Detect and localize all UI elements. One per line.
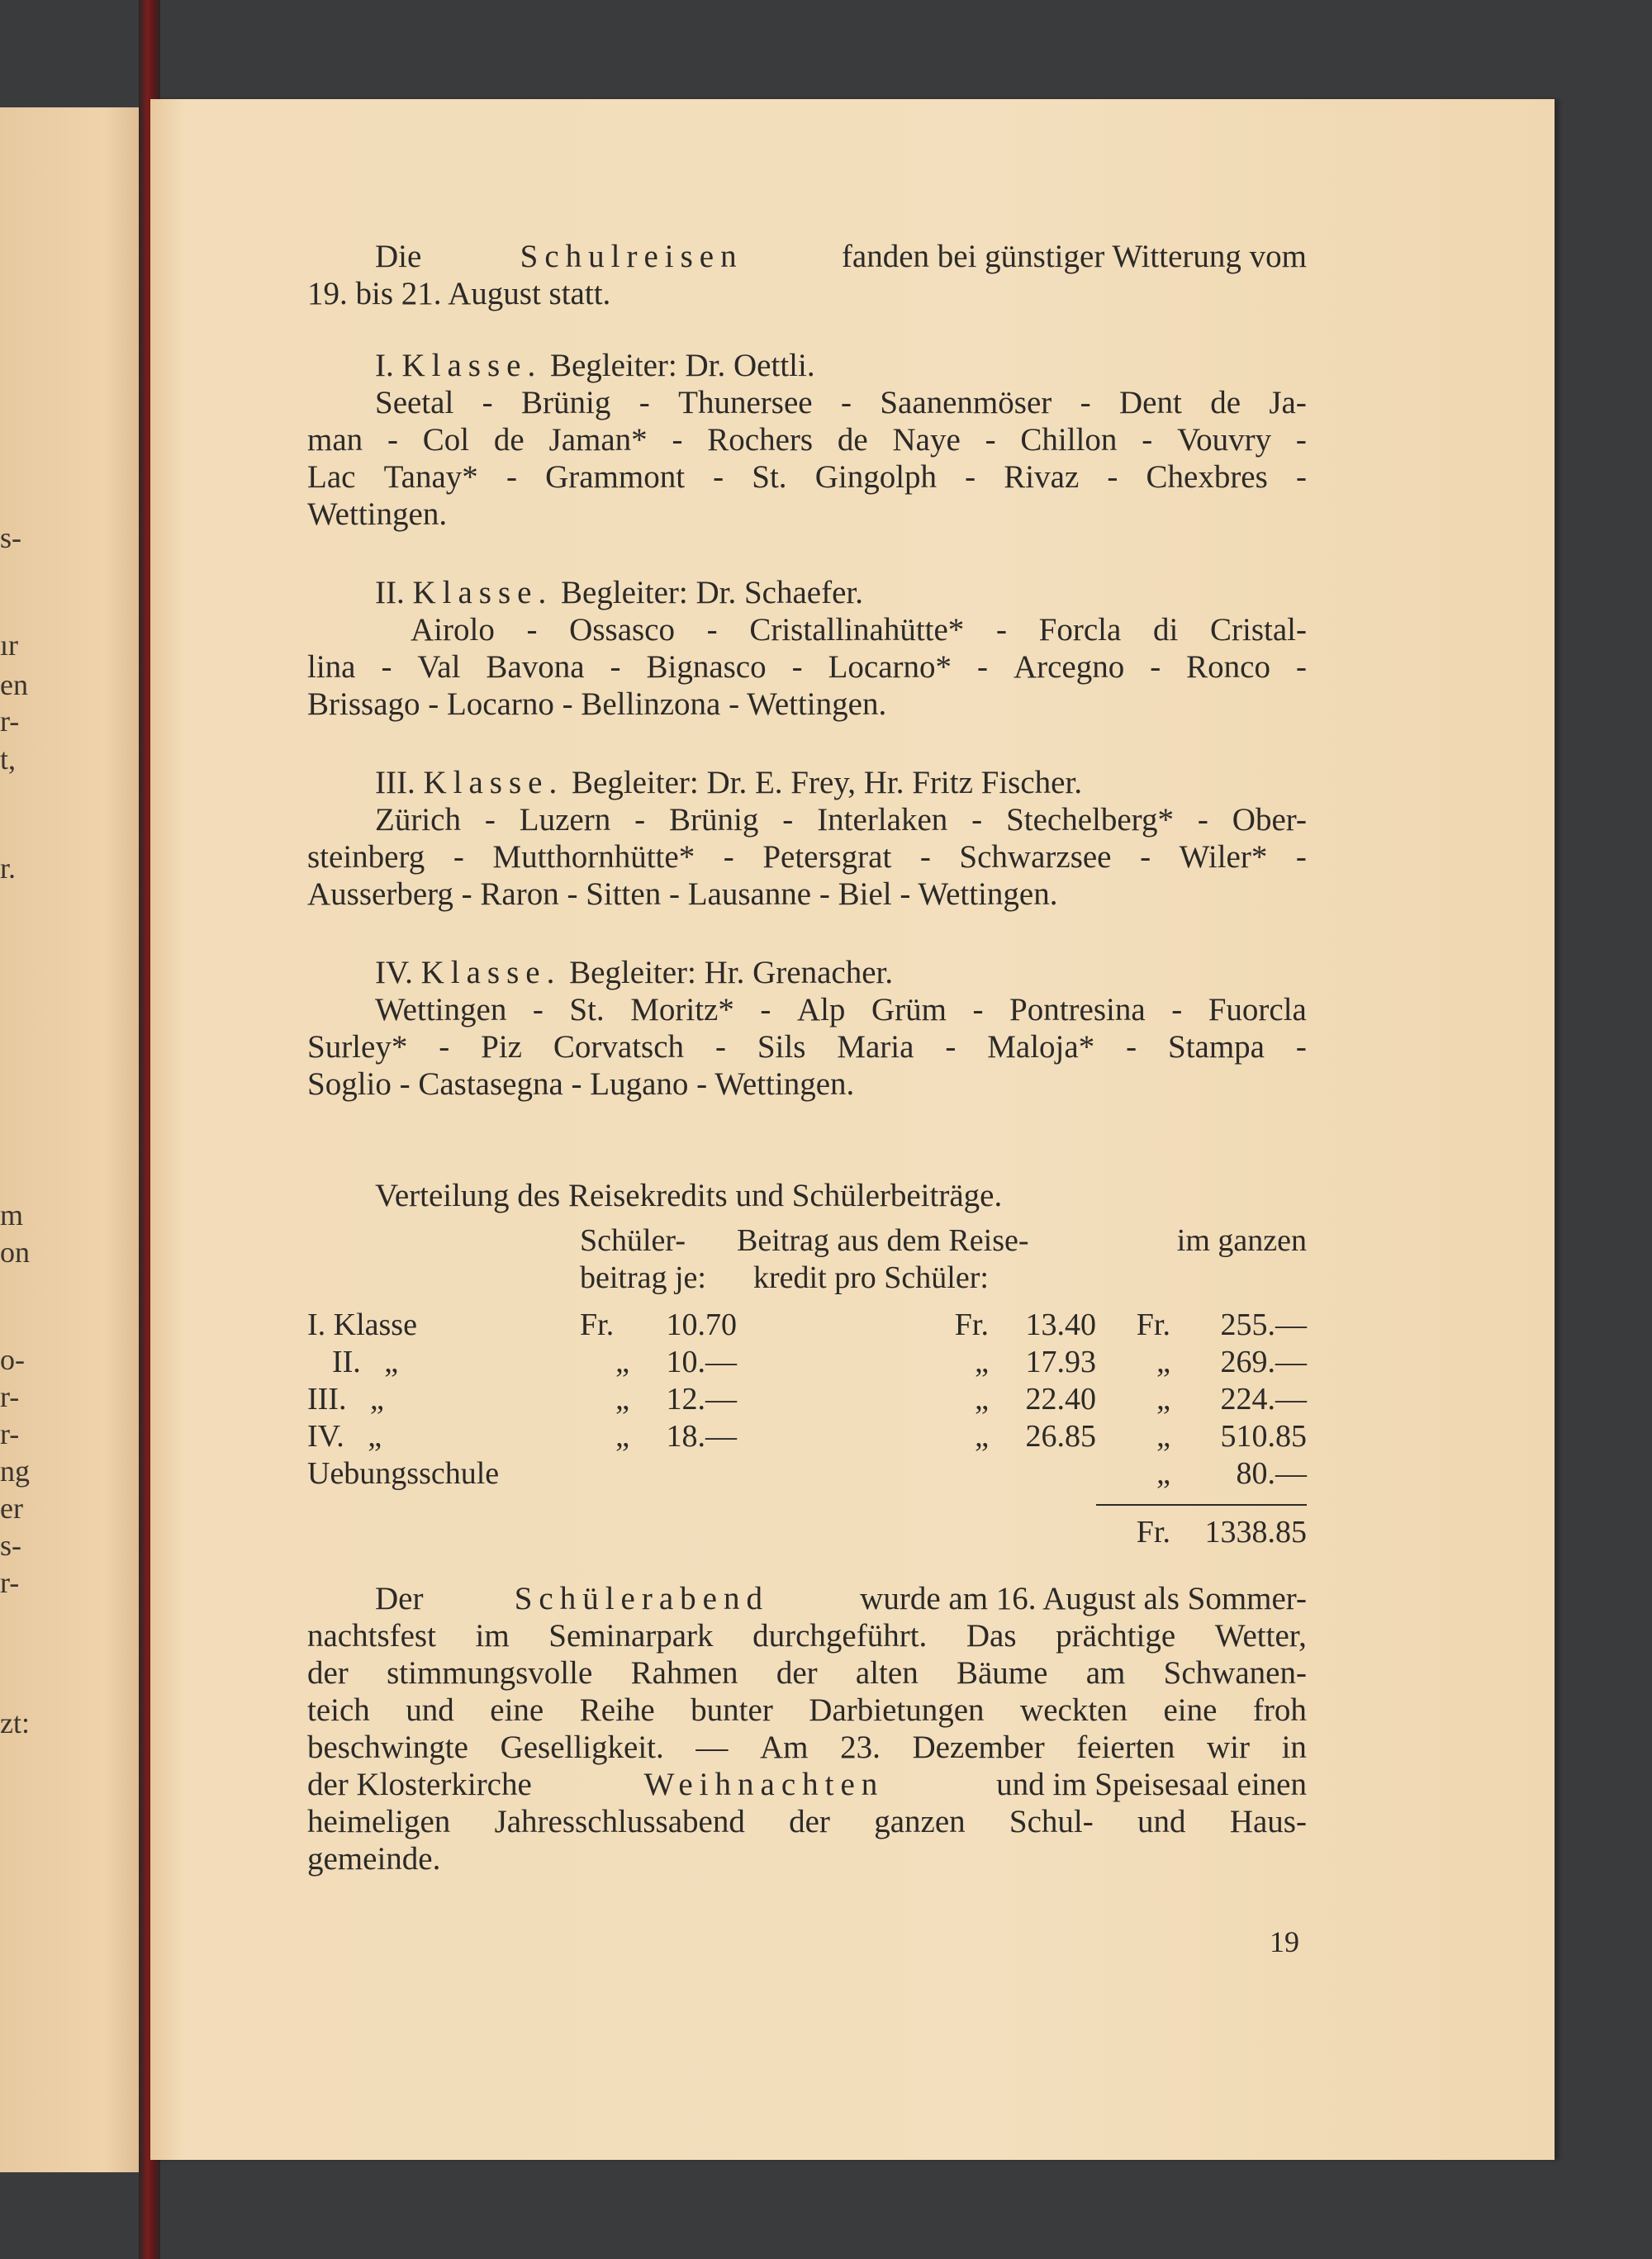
route-line-word: Maloja* [987,1029,1095,1065]
left-fragment: s- [0,1529,21,1562]
closing-line-word: durchgeführt. [752,1618,928,1654]
route-line-word: de [1210,385,1241,420]
intro-rest: fanden bei günstiger Witterung vom [841,239,1307,274]
route-line-word: di [1152,612,1179,648]
route-line-word: Wettingen [375,992,507,1027]
row-label: II. „ [332,1345,399,1379]
left-fragment: t, [0,743,17,776]
route-line-word: - [1150,649,1161,685]
route-line-word: man [307,422,363,458]
route-line-word: - [1197,802,1208,838]
route-line-word: Bavona [486,649,585,685]
route-line-word: Stampa [1168,1029,1265,1065]
row-currency: „ [1156,1419,1170,1454]
route-line-word: - [634,802,646,838]
header-col3-a: im ganzen [1176,1223,1307,1258]
table-header-row [307,1260,1307,1297]
left-fragment: zt: [0,1706,30,1739]
row-currency: „ [975,1382,989,1417]
header-col2-a: Beitrag aus dem Reise- [737,1223,1029,1258]
route-line-word: Brünig [521,385,611,420]
route-line-word: Zürich [375,802,461,838]
row-label: I. Klasse [307,1307,417,1342]
closing-line-word: prächtige [1056,1618,1176,1654]
closing-line-word: weckten [1020,1692,1127,1728]
page-number: 19 [1270,1925,1299,1958]
route-line-word: Thunersee [678,385,813,420]
class-label: I. [375,348,394,383]
route-line-word: lina [307,649,356,685]
row-total: 80.— [1236,1456,1307,1491]
closing-line-word: Jahresschlussabend [494,1804,745,1839]
route-line-word: - [1295,459,1307,495]
left-fragment: r- [0,1380,20,1413]
route-line-word: Schwarzsee [959,839,1112,875]
credit-table [307,1222,1307,1551]
closing-line-word: nachtsfest [307,1618,436,1654]
route-line-word: Grüm [871,992,947,1027]
row-total: 269.— [1220,1345,1307,1379]
route-line-word: Ja- [1269,385,1307,420]
route-line-word: Pontresina [1009,992,1146,1027]
route-line-word: - [1295,422,1307,458]
table-row [307,1307,1307,1344]
route-line-word: Brünig [669,802,759,838]
route-line-word: Fuorcla [1208,992,1307,1027]
route-line-word: Interlaken [817,802,948,838]
route-line-word: - [919,839,931,875]
closing-line: gemeinde. [307,1841,441,1877]
row-currency: „ [1156,1456,1170,1491]
row-currency: „ [615,1419,629,1454]
route-line-word: - [713,459,724,495]
closing-line-word: Wetter, [1214,1618,1307,1654]
row-beitrag: 10.70 [666,1307,737,1342]
closing-line-word: Haus- [1229,1804,1307,1839]
class-spaced: Klasse. [401,348,543,383]
table-row [307,1455,1307,1493]
route-line-word: Rivaz [1004,459,1080,495]
route-line-word: Piz [481,1029,522,1065]
route-line-word: Stechelberg* [1006,802,1174,838]
class-label: II. [375,575,405,610]
route-line-word: - [985,422,996,458]
route-line-word: Maria [837,1029,914,1065]
intro-lead: Die [375,239,422,274]
route-line-word: - [1295,1029,1307,1065]
row-currency: „ [1156,1382,1170,1417]
row-currency: „ [1156,1345,1170,1379]
route-line: Soglio - Castasegna - Lugano - Wettingen. [307,1066,855,1102]
closing-line-word: und [406,1692,454,1728]
route-line-word: - [945,1029,957,1065]
closing-line-word: Bäume [956,1655,1048,1691]
route-line-word: Wiler* [1179,839,1268,875]
route-line-word: Gingolph [814,459,938,495]
route-line-word: Chexbres [1146,459,1268,495]
route-line-word: Seetal [375,385,454,420]
route-line-word: - [1107,459,1118,495]
row-kredit: 26.85 [1025,1419,1096,1454]
class-escort: Begleiter: Dr. E. Frey, Hr. Fritz Fischer. [571,765,1083,800]
route-line-word: Mutthornhütte* [492,839,695,875]
left-fragment: o- [0,1343,25,1376]
class-escort: Begleiter: Hr. Grenacher. [569,955,894,990]
route-line-word: Ober- [1232,802,1307,838]
sum-currency: Fr. [1096,1505,1170,1551]
route-line-word: - [506,459,517,495]
route-line-word: - [760,992,771,1027]
row-beitrag: 12.— [666,1382,737,1417]
closing-line-word: heimeligen [307,1804,451,1839]
route-line-word: - [387,422,398,458]
route-line-word: - [532,992,544,1027]
route-line-word: - [840,385,852,420]
closing-line-word: beschwingte [307,1730,468,1765]
left-fragment: er [0,1492,23,1525]
route-line-word: Alp [796,992,846,1027]
route-line-word: Airolo [411,612,495,648]
row-kredit: 17.93 [1025,1345,1096,1379]
route-line-word: - [638,385,650,420]
left-fragment: ır [0,629,18,662]
row-beitrag: 10.— [666,1345,737,1379]
route-line-word: - [1295,649,1307,685]
route-line-word: de [493,422,525,458]
route-line-word: - [453,839,464,875]
closing-line-word: der [307,1655,349,1691]
closing-line-word: und [1137,1804,1186,1839]
closing-line-word: ganzen [874,1804,966,1839]
route-line-word: Col [422,422,470,458]
credit-title [307,1177,1307,1214]
route-line-word: Cristal- [1209,612,1307,648]
class-spaced: Klasse. [412,575,553,610]
closing-line-word: der [776,1655,818,1691]
left-fragment: r. [0,852,17,885]
route-line-word: - [484,802,496,838]
closing-lead: Der [375,1581,424,1616]
left-fragment: r- [0,1417,20,1450]
closing-line-word: im [475,1618,510,1654]
route-line-word: Cristallinahütte* [749,612,965,648]
table-header-row [307,1222,1307,1260]
intro-paragraph [307,238,1307,312]
route-line-word: de [837,422,868,458]
left-fragment: on [0,1236,30,1269]
left-fragment: m [0,1198,24,1232]
closing-line-word: in [1281,1730,1307,1765]
closing-line-word: Am [759,1730,809,1765]
closing-line-word: Das [966,1618,1017,1654]
row-currency: „ [975,1419,989,1454]
closing-rest: und im Speisesaal einen [996,1767,1307,1802]
route-line-word: - [1126,1029,1137,1065]
intro-spaced: Schulreisen [520,239,743,274]
row-currency: Fr. [954,1307,989,1342]
route-line-word: - [706,612,718,648]
route-line-word: Moritz* [630,992,734,1027]
table-row [307,1381,1307,1418]
closing-line-word: feierten [1076,1730,1175,1765]
route-line-word: - [1140,839,1151,875]
route-line-word: - [971,802,983,838]
route-line-word: Corvatsch [553,1029,685,1065]
route-line-word: Petersgrat [762,839,892,875]
table-row [307,1344,1307,1381]
closing-line-word: froh [1252,1692,1307,1728]
row-total: 510.85 [1220,1419,1307,1454]
route-line-word: steinberg [307,839,425,875]
route-line-word: Lac [307,459,356,495]
class-4-block [307,954,1307,1103]
closing-line-word: wir [1206,1730,1250,1765]
sum-row [307,1505,1307,1551]
route-line-word: - [1171,992,1183,1027]
route-line-word: - [381,649,392,685]
route-line-word: Dent [1119,385,1182,420]
header-col2-b: kredit pro Schüler: [753,1260,989,1295]
route-line-word: Surley* [307,1029,408,1065]
route-line-word: - [439,1029,450,1065]
row-label: III. „ [307,1382,384,1417]
closing-line-word: Schwanen- [1163,1655,1307,1691]
route-line-word: Arcegno [1013,649,1125,685]
class-spaced: Klasse. [420,955,562,990]
closing-line-word: eine [1163,1692,1218,1728]
class-label: IV. [375,955,413,990]
header-col1-a: Schüler- [580,1223,686,1258]
route-line-word: Rochers [707,422,814,458]
closing-line-word: Schul- [1009,1804,1094,1839]
route-line-word: - [672,422,683,458]
closing-paragraph [307,1580,1307,1877]
route-line-word: - [972,992,984,1027]
sum-total: 1338.85 [1170,1505,1307,1551]
route-line-word: Jaman* [548,422,648,458]
class-escort: Begleiter: Dr. Schaefer. [560,575,863,610]
class-spaced: Klasse. [423,765,564,800]
left-fragment: ng [0,1455,30,1488]
row-currency: „ [615,1382,629,1417]
class-escort: Begleiter: Dr. Oettli. [549,348,815,383]
route-line-word: - [610,649,621,685]
route-line-word: - [995,612,1007,648]
closing-line-word: stimmungsvolle [387,1655,593,1691]
route-line-word: - [1080,385,1091,420]
route-line-word: - [1142,422,1153,458]
route-line-word: - [714,1029,726,1065]
book-page [150,99,1555,2160]
closing-line-word: eine [490,1692,544,1728]
route-line-word: - [791,649,803,685]
closing-line-word: alten [855,1655,919,1691]
closing-line-word: Dezember [912,1730,1045,1765]
left-fragment: r- [0,1566,20,1599]
header-col1-b: beitrag je: [580,1260,706,1295]
route-line: Wettingen. [307,496,448,532]
closing-lead: der Klosterkirche [307,1767,532,1802]
intro-line2: 19. bis 21. August statt. [307,276,611,311]
row-currency: „ [975,1345,989,1379]
row-label: Uebungsschule [307,1456,500,1491]
class-2-block [307,574,1307,723]
table-row [307,1418,1307,1455]
route-line-word: Tanay* [383,459,478,495]
closing-line-word: 23. [840,1730,881,1765]
closing-line-word: Seminarpark [548,1618,714,1654]
route-line-word: - [482,385,493,420]
left-fragment: s- [0,521,21,554]
left-fragment: en [0,668,28,701]
route-line-word: - [976,649,988,685]
row-total: 224.— [1220,1382,1307,1417]
row-label: IV. „ [307,1419,382,1454]
closing-rest: wurde am 16. August als Sommer- [860,1581,1307,1616]
class-label: III. [375,765,415,800]
credit-title-text: Verteilung des Reisekredits und Schülerbeiträge. [375,1178,1003,1213]
route-line-word: Ossasco [569,612,675,648]
route-line-word: Vouvry [1176,422,1272,458]
route-line-word: Luzern [519,802,611,838]
closing-line-word: Darbietungen [809,1692,985,1728]
closing-spaced: Schülerabend [514,1581,769,1616]
route-line-word: - [965,459,976,495]
route-line-word: Grammont [545,459,686,495]
closing-line-word: der [789,1804,830,1839]
row-beitrag: 18.— [666,1419,737,1454]
route-line-word: St. [569,992,605,1027]
closing-line-word: Rahmen [630,1655,738,1691]
route-line: Ausserberg - Raron - Sitten - Lausanne - Biel - Wettingen. [307,876,1058,912]
class-1-block [307,347,1307,533]
route-line-word: - [723,839,734,875]
route-line-word: Sils [757,1029,806,1065]
closing-line-word: teich [307,1692,370,1728]
route-line-word: St. [752,459,787,495]
route-line-word: Bignasco [646,649,767,685]
left-fragment: r- [0,705,20,738]
route-line: Brissago - Locarno - Bellinzona - Wettingen. [307,686,887,722]
route-line-word: - [782,802,794,838]
row-currency: Fr. [580,1307,615,1342]
closing-line-word: Reihe [579,1692,655,1728]
route-line-word: - [1295,839,1307,875]
row-currency: Fr. [1136,1307,1170,1342]
closing-line-word: bunter [691,1692,773,1728]
closing-line-word: Geselligkeit. [500,1730,664,1765]
route-line-word: Naye [892,422,961,458]
row-kredit: 13.40 [1025,1307,1096,1342]
route-line-word: - [526,612,538,648]
route-line-word: Forcla [1038,612,1122,648]
row-currency: „ [615,1345,629,1379]
route-line-word: Ronco [1186,649,1270,685]
row-kredit: 22.40 [1025,1382,1096,1417]
route-line-word: Chillon [1020,422,1118,458]
closing-line-word: — [695,1730,729,1765]
row-total: 255.— [1220,1307,1307,1342]
route-line-word: Val [417,649,461,685]
class-3-block [307,764,1307,913]
closing-spaced: Weihnachten [643,1767,885,1802]
closing-line-word: am [1085,1655,1126,1691]
route-line-word: Locarno* [828,649,952,685]
left-page-edge [0,107,150,2172]
route-line-word: Saanenmöser [880,385,1052,420]
